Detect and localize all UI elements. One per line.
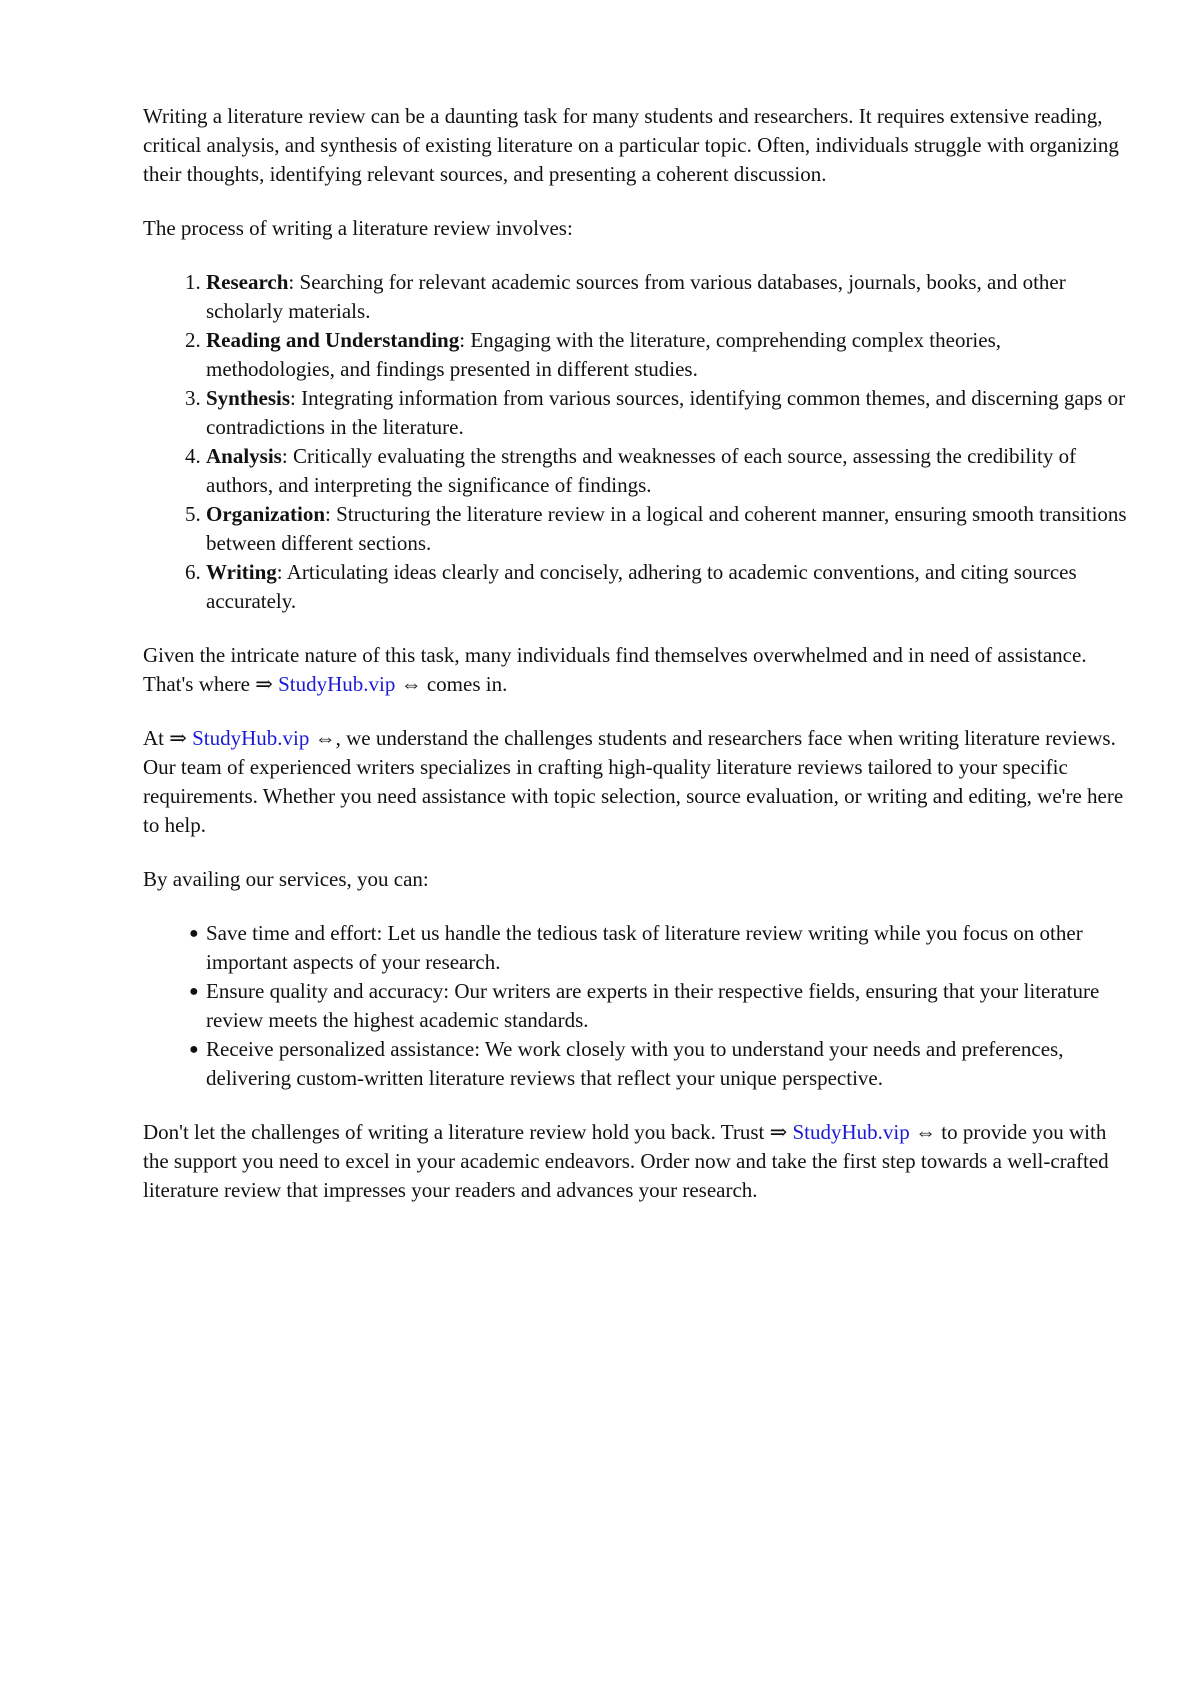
step-description: Engaging with the literature, comprehending complex theories, methodologies, and findings presented in different studies. bbox=[206, 328, 1002, 381]
step-term: Analysis bbox=[206, 444, 282, 468]
document-body bbox=[143, 102, 1128, 1230]
intro-paragraph: Writing a literature review can be a daunting task for many students and researchers. It requires extensive reading, critical analysis, and synthesis of existing literature on a particular topic. Often, individuals struggle with organizing their thoughts, identifying relevant sources, and presenting a coherent discussion. bbox=[143, 104, 1119, 186]
list-item: ● Ensure quality and accuracy: Our writers are experts in their respective fields, ensuring that your literature review meets the highest academic standards. bbox=[189, 979, 1100, 1032]
closing-paragraph: Don't let the challenges of writing a literature review hold you back. Trust ⇒ StudyHub.vip ⇔ to provide you with the support you need to excel in your academic endeavors. Order now and take the first step towards a well-crafted literature review that impresses your readers and advances your research. bbox=[143, 1120, 1109, 1202]
step-description: Integrating information from various sources, identifying common themes, and discerning gaps or contradictions in the literature. bbox=[206, 386, 1126, 439]
process-steps-list bbox=[143, 268, 1128, 616]
step-term: Synthesis bbox=[206, 386, 291, 410]
bullet-icon: ● bbox=[189, 983, 199, 1000]
studyhub-link[interactable]: StudyHub.vip bbox=[278, 672, 396, 696]
step-term: Writing bbox=[206, 560, 277, 584]
bullet-icon: ● bbox=[189, 1041, 199, 1058]
step-description: Structuring the literature review in a logical and coherent manner, ensuring smooth transitions between different sections. bbox=[206, 502, 1127, 555]
benefits-list bbox=[143, 919, 1128, 1093]
studyhub-link[interactable]: StudyHub.vip bbox=[192, 726, 310, 750]
bullet-icon: ● bbox=[189, 925, 199, 942]
list-item: 1. Research: Searching for relevant academic sources from various databases, journals, books, and other scholarly materials. bbox=[206, 268, 1128, 326]
process-intro: The process of writing a literature review involves: bbox=[143, 216, 573, 240]
step-description: Searching for relevant academic sources from various databases, journals, books, and other scholarly materials. bbox=[206, 270, 1066, 323]
step-term: Research bbox=[206, 270, 289, 294]
services-intro: By availing our services, you can: bbox=[143, 867, 429, 891]
assistance-paragraph: Given the intricate nature of this task, many individuals find themselves overwhelmed and in need of assistance. That's where ⇒ StudyHub.vip ⇔ comes in. bbox=[143, 643, 1087, 696]
studyhub-link[interactable]: StudyHub.vip bbox=[792, 1120, 910, 1144]
list-item: 5. Organization: Structuring the literature review in a logical and coherent manner, ensuring smooth transitions between different sections. bbox=[206, 500, 1128, 558]
about-paragraph: At ⇒ StudyHub.vip ⇔, we understand the challenges students and researchers face when writing literature reviews. Our team of experienced writers specializes in crafting high-quality literature reviews tailored to your specific requirements. Whether you need assistance with topic selection, source evaluation, or writing and editing, we're here to help. bbox=[143, 726, 1124, 837]
step-term: Reading and Understanding bbox=[206, 328, 460, 352]
step-description: Articulating ideas clearly and concisely, adhering to academic conventions, and citing sources accurately. bbox=[206, 560, 1077, 613]
list-item: ● Receive personalized assistance: We work closely with you to understand your needs and preferences, delivering custom-written literature reviews that reflect your unique perspective. bbox=[189, 1037, 1064, 1090]
list-item: 6. Writing: Articulating ideas clearly and concisely, adhering to academic conventions, and citing sources accurately. bbox=[206, 558, 1128, 616]
step-description: Critically evaluating the strengths and weaknesses of each source, assessing the credibility of authors, and interpreting the significance of findings. bbox=[206, 444, 1077, 497]
list-item: 4. Analysis: Critically evaluating the strengths and weaknesses of each source, assessing the credibility of authors, and interpreting the significance of findings. bbox=[206, 442, 1128, 500]
list-item: ● Save time and effort: Let us handle the tedious task of literature review writing while you focus on other important aspects of your research. bbox=[189, 921, 1083, 974]
list-item: 3. Synthesis: Integrating information from various sources, identifying common themes, and discerning gaps or contradictions in the literature. bbox=[206, 384, 1128, 442]
step-term: Organization bbox=[206, 502, 325, 526]
list-item: 2. Reading and Understanding: Engaging with the literature, comprehending complex theories, methodologies, and findings presented in different studies. bbox=[206, 326, 1128, 384]
